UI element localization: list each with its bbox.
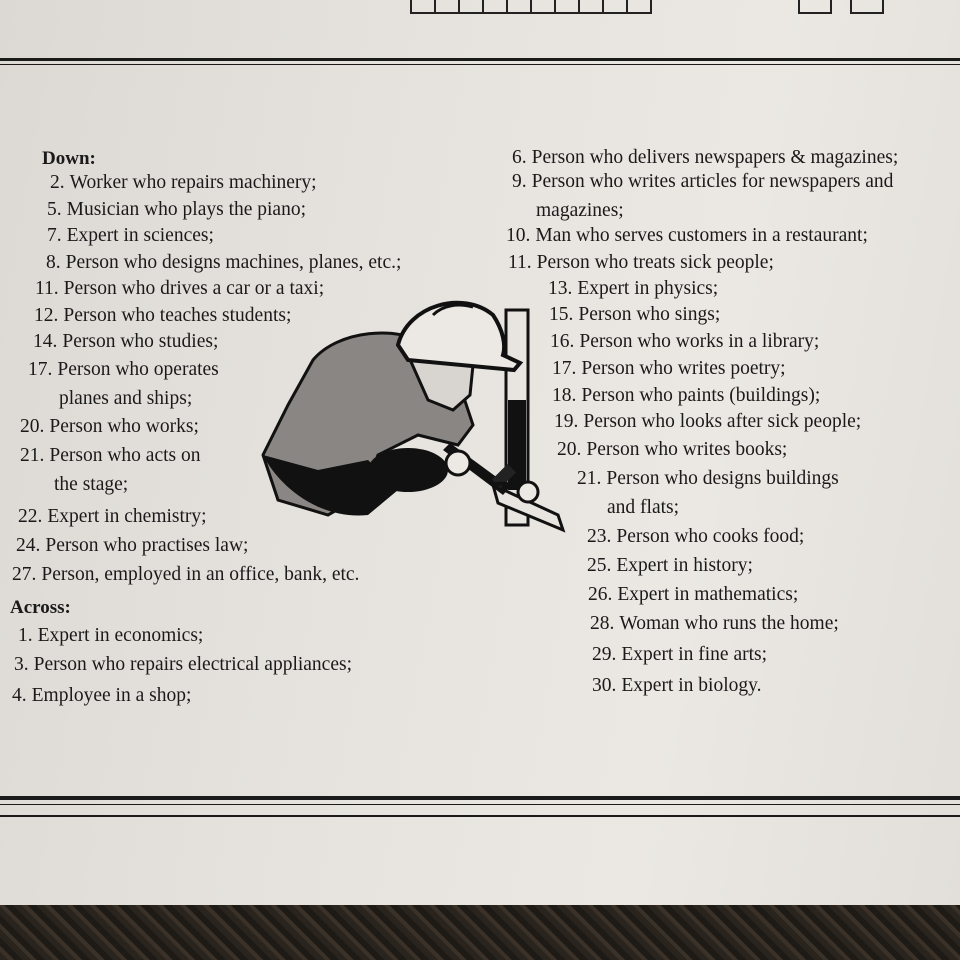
clue-number: 9. xyxy=(512,171,527,192)
clue-number: 21. xyxy=(20,445,45,466)
clue-number: 6. xyxy=(512,147,527,168)
clue-item xyxy=(550,332,819,352)
clue-item xyxy=(18,626,203,646)
clue-number: 21. xyxy=(577,468,602,489)
clue-text: Person who drives a car or a taxi; xyxy=(63,278,325,299)
clue-number: 22. xyxy=(18,506,43,527)
clue-number: 3. xyxy=(14,654,29,675)
clue-item xyxy=(592,645,767,665)
clue-number: 8. xyxy=(46,252,61,273)
clue-number: 13. xyxy=(548,278,573,299)
clue-item xyxy=(512,172,893,220)
crossword-grid-fragment-right xyxy=(798,0,882,16)
clue-text-continued: planes and ships; xyxy=(59,387,193,409)
clue-item xyxy=(552,359,786,379)
clue-number: 11. xyxy=(35,278,59,299)
clue-text: Musician who plays the piano; xyxy=(66,199,307,220)
clue-number: 24. xyxy=(16,535,41,556)
clue-text: Person who works in a library; xyxy=(579,331,820,352)
clue-number: 28. xyxy=(590,613,615,634)
clue-number: 19. xyxy=(554,411,579,432)
clue-number: 17. xyxy=(28,359,53,380)
clue-item xyxy=(50,173,317,193)
clue-text: Expert in mathematics; xyxy=(617,584,799,605)
clue-item xyxy=(557,440,787,460)
clue-text: Person who teaches students; xyxy=(63,305,292,326)
clue-item xyxy=(14,655,352,675)
clue-text: Person who looks after sick people; xyxy=(583,411,862,432)
clue-text: Person who designs buildings xyxy=(606,468,839,489)
clue-number: 20. xyxy=(557,439,582,460)
clue-text: Expert in biology. xyxy=(621,675,762,696)
clue-number: 14. xyxy=(33,331,58,352)
clue-text: Expert in chemistry; xyxy=(47,506,207,527)
clue-item xyxy=(588,585,798,605)
clue-number: 18. xyxy=(552,385,577,406)
clue-number: 7. xyxy=(47,225,62,246)
background-surface xyxy=(0,905,960,960)
clue-item xyxy=(552,386,820,406)
clue-text: Man who serves customers in a restaurant; xyxy=(535,225,868,246)
clue-text-continued: and flats; xyxy=(607,496,680,518)
clue-item xyxy=(587,527,804,547)
clue-text: Expert in economics; xyxy=(37,625,204,646)
clue-number: 17. xyxy=(552,358,577,379)
clue-item xyxy=(12,686,191,706)
clue-text: Expert in fine arts; xyxy=(621,644,768,665)
clue-item xyxy=(33,332,218,352)
bottom-border-rule xyxy=(0,796,960,800)
clue-text-continued: the stage; xyxy=(54,473,129,495)
clue-item xyxy=(20,417,199,437)
clue-text: Person who paints (buildings); xyxy=(581,385,821,406)
clue-number: 12. xyxy=(34,305,59,326)
clue-item xyxy=(592,676,761,696)
clue-text: Person who acts on xyxy=(49,445,201,466)
clue-number: 16. xyxy=(550,331,575,352)
across-heading: Across: xyxy=(10,597,71,618)
clue-number: 11. xyxy=(508,252,532,273)
clue-number: 25. xyxy=(587,555,612,576)
clue-number: 1. xyxy=(18,625,33,646)
clue-item xyxy=(587,556,753,576)
clue-text: Person who works; xyxy=(49,416,199,437)
clue-text: Person, employed in an office, bank, etc. xyxy=(41,564,360,585)
top-border-rule-thin xyxy=(0,64,960,65)
clue-text: Person who operates xyxy=(57,359,219,380)
clue-number: 15. xyxy=(549,304,574,325)
clue-text: Person who delivers newspapers & magazines; xyxy=(531,147,899,168)
clue-text: Expert in sciences; xyxy=(66,225,214,246)
clue-item xyxy=(590,614,839,634)
clue-item xyxy=(12,565,359,585)
clue-item xyxy=(47,226,214,246)
clue-number: 5. xyxy=(47,199,62,220)
clue-text: Woman who runs the home; xyxy=(619,613,839,634)
top-border-rule xyxy=(0,58,960,61)
clue-number: 20. xyxy=(20,416,45,437)
construction-worker-hammer-icon xyxy=(258,285,578,550)
clue-item xyxy=(16,536,248,556)
clue-text: Worker who repairs machinery; xyxy=(69,172,317,193)
clue-number: 30. xyxy=(592,675,617,696)
clue-item xyxy=(28,360,219,408)
clue-item xyxy=(512,148,898,168)
clue-number: 27. xyxy=(12,564,37,585)
clue-number: 4. xyxy=(12,685,27,706)
clue-item xyxy=(47,200,306,220)
clue-text: Person who practises law; xyxy=(45,535,249,556)
clue-text: Expert in physics; xyxy=(577,278,719,299)
clue-item xyxy=(46,253,401,273)
clue-text: Person who designs machines, planes, etc.; xyxy=(65,252,402,273)
clue-text: Person who treats sick people; xyxy=(536,252,774,273)
clue-number: 2. xyxy=(50,172,65,193)
clue-number: 23. xyxy=(587,526,612,547)
clue-text: Person who writes books; xyxy=(586,439,788,460)
clue-number: 26. xyxy=(588,584,613,605)
clue-text: Person who sings; xyxy=(578,304,721,325)
clue-item xyxy=(577,469,839,517)
clue-number: 10. xyxy=(506,225,531,246)
clue-text: Employee in a shop; xyxy=(31,685,192,706)
clue-item xyxy=(508,253,774,273)
clue-text: Person who repairs electrical appliances; xyxy=(33,654,352,675)
clue-item xyxy=(554,412,861,432)
bottom-border-rule-2 xyxy=(0,815,960,817)
clue-text: Person who writes articles for newspapers and xyxy=(531,171,894,192)
clue-item xyxy=(506,226,868,246)
clue-text: Person who studies; xyxy=(62,331,219,352)
clue-text-continued: magazines; xyxy=(536,199,624,221)
down-heading: Down: xyxy=(42,148,96,169)
clue-item xyxy=(20,446,200,494)
clue-text: Person who writes poetry; xyxy=(581,358,786,379)
clue-text: Expert in history; xyxy=(616,555,753,576)
clue-item xyxy=(34,306,291,326)
clue-number: 29. xyxy=(592,644,617,665)
clue-item xyxy=(18,507,207,527)
crossword-grid-fragment-left xyxy=(410,0,650,16)
bottom-border-rule-thin xyxy=(0,804,960,805)
clue-text: Person who cooks food; xyxy=(616,526,805,547)
